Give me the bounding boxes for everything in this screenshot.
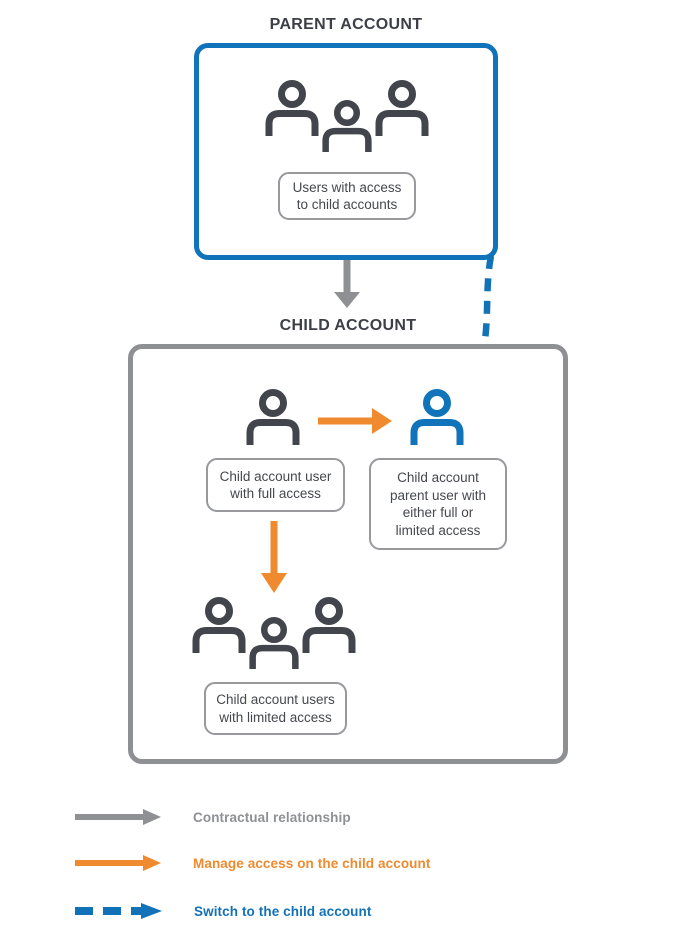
- users-with-access-label-line2: to child accounts: [296, 197, 398, 212]
- child-full-access-user-icon: [245, 389, 301, 445]
- manage-access-arrow-right: [318, 408, 392, 434]
- child-account-title: CHILD ACCOUNT: [279, 317, 417, 334]
- limited-access-label: [204, 682, 347, 735]
- parent-user-label-line4: limited access: [395, 522, 481, 538]
- full-access-label-line2: with full access: [230, 486, 321, 501]
- limited-access-label-line1: Child account users: [216, 692, 335, 707]
- legend-manage-access-label: Manage access on the child account: [193, 855, 431, 871]
- parent-user-label-line1: Child account: [397, 470, 479, 485]
- contractual-relationship-arrow: [333, 260, 361, 308]
- full-access-label: [206, 458, 345, 512]
- users-with-access-label-line1: Users with access: [292, 179, 402, 195]
- parent-users-group-icon: [264, 80, 430, 158]
- parent-user-label-line3: either full or: [402, 505, 474, 520]
- legend-row-manage-access: [75, 849, 430, 877]
- child-users-group-icon: [191, 597, 357, 675]
- limited-access-label-line2: with limited access: [219, 709, 332, 725]
- child-parent-user-icon: [409, 389, 465, 445]
- legend-row-contractual: [75, 803, 351, 831]
- child-account-box: [128, 344, 568, 764]
- parent-user-label: [369, 458, 507, 550]
- parent-user-label-line2: parent user with: [389, 487, 487, 503]
- manage-access-arrow-down: [261, 521, 287, 593]
- legend-gray-arrow-icon: [75, 809, 161, 825]
- legend-blue-dashed-arrow-icon: [75, 903, 162, 919]
- legend-row-switch-account: [75, 897, 371, 925]
- legend-switch-account-label: Switch to the child account: [194, 903, 372, 919]
- full-access-label-line1: Child account user: [219, 468, 332, 484]
- legend-contractual-label: Contractual relationship: [193, 809, 351, 825]
- legend-orange-arrow-icon: [75, 855, 161, 871]
- users-with-access-label: [278, 172, 416, 220]
- parent-account-title: PARENT ACCOUNT: [269, 16, 423, 33]
